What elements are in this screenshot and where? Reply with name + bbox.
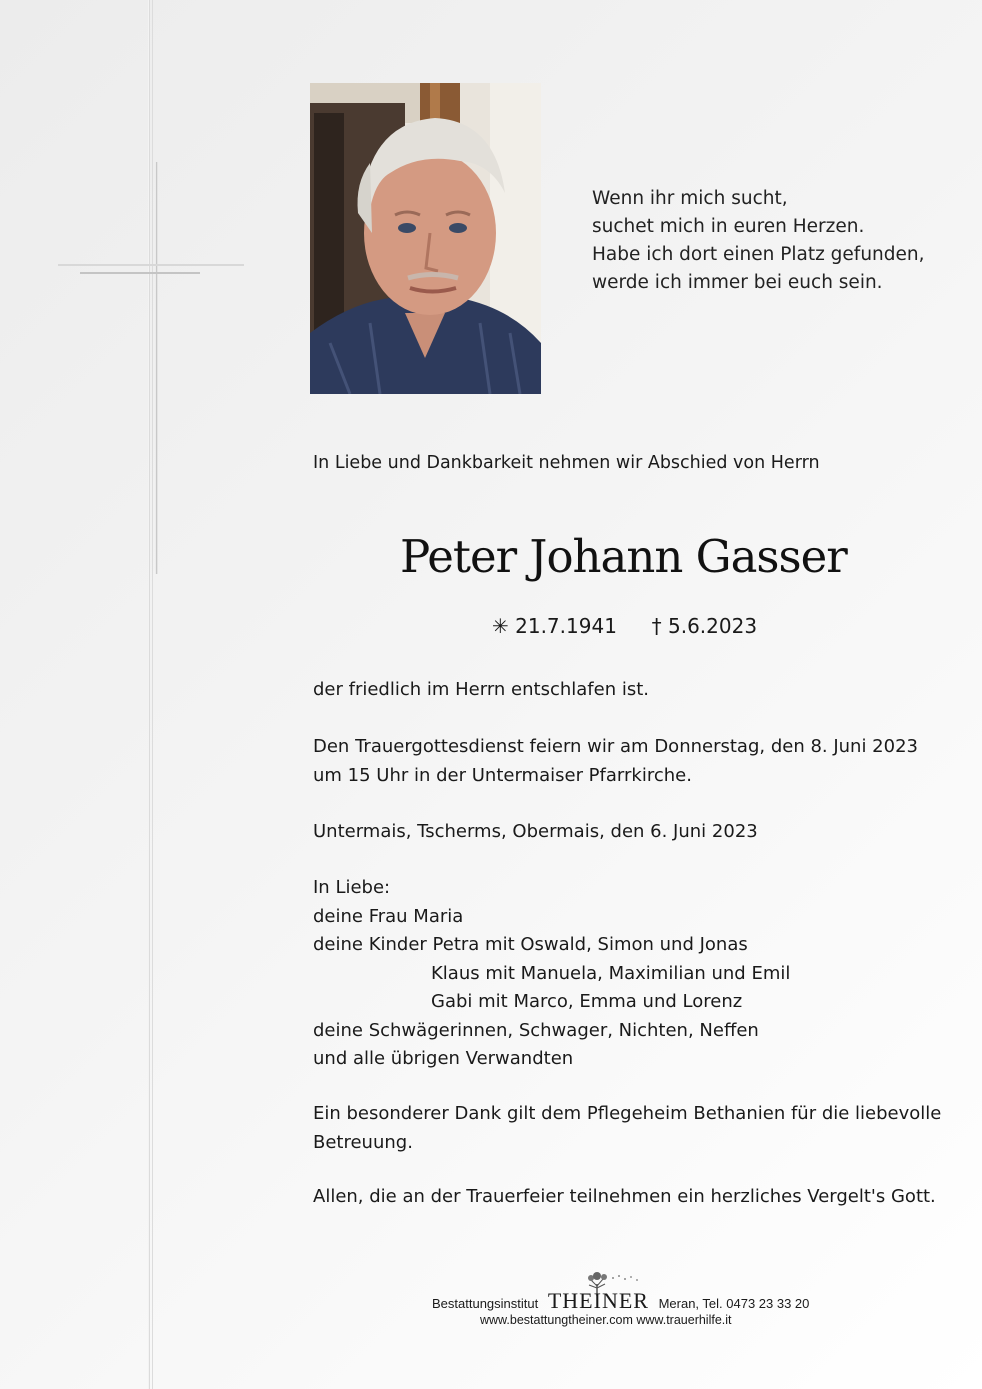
closing-line: Allen, die an der Trauerfeier teilnehmen ein herzliches Vergelt's Gott. [313, 1186, 936, 1207]
birth-star-icon: ✳ [492, 614, 509, 638]
thanks-line: Betreuung. [313, 1131, 413, 1153]
footer-contact-row [432, 1288, 809, 1314]
mourner-line: deine Frau Maria [313, 905, 464, 927]
memorial-quote [592, 185, 925, 297]
passed-line: der friedlich im Herrn entschlafen ist. [313, 679, 650, 700]
closing-text [313, 1183, 936, 1212]
mourners-list [313, 874, 790, 1074]
thanks-text [313, 1100, 941, 1157]
place-date-line: Untermais, Tscherms, Obermais, den 6. Juni 2023 [313, 821, 758, 842]
portrait-photo [310, 83, 541, 394]
birth-date: 21.7.1941 [515, 614, 617, 638]
place-date [313, 818, 758, 847]
service-line: um 15 Uhr in der Untermaiser Pfarrkirche. [313, 764, 692, 786]
mourner-line: Gabi mit Marco, Emma und Lorenz [431, 991, 743, 1012]
passed-text [313, 676, 649, 705]
death-cross-icon: † [651, 614, 662, 638]
thanks-line: Ein besonderer Dank gilt dem Pflegeheim Bethanien für die liebevolle [313, 1103, 942, 1124]
contact-info: Meran, Tel. 0473 23 33 20 [658, 1296, 810, 1311]
mourner-line: Klaus mit Manuela, Maximilian und Emil [431, 962, 791, 984]
quote-line: Habe ich dort einen Platz gefunden, [592, 244, 925, 265]
service-text [313, 733, 918, 790]
quote-line: werde ich immer bei euch sein. [592, 272, 883, 293]
institute-label: Bestattungsinstitut [432, 1296, 539, 1311]
mourners-title: In Liebe: [313, 877, 391, 898]
quote-line: Wenn ihr mich sucht, [592, 188, 788, 209]
cross-icon-horizontal [58, 264, 244, 274]
service-line: Den Trauergottesdienst feiern wir am Donnerstag, den 8. Juni 2023 [313, 736, 918, 757]
border-line [148, 0, 150, 1389]
mourner-line: und alle übrigen Verwandten [313, 1048, 574, 1069]
cross-icon-vertical [155, 162, 158, 574]
life-dates [492, 614, 757, 638]
footer-websites[interactable]: www.bestattungtheiner.com www.trauerhilfe.it [480, 1313, 732, 1327]
intro-text: In Liebe und Dankbarkeit nehmen wir Abschied von Herrn [313, 453, 820, 473]
deceased-name: Peter Johann Gasser [400, 530, 847, 583]
brand-logo: THEINER [547, 1288, 649, 1313]
quote-line: suchet mich in euren Herzen. [592, 216, 865, 237]
mourner-line: deine Schwägerinnen, Schwager, Nichten, Neffen [313, 1019, 759, 1041]
border-line-inner [152, 0, 153, 1389]
death-date: 5.6.2023 [668, 614, 758, 638]
mourner-line: deine Kinder Petra mit Oswald, Simon und Jonas [313, 934, 748, 955]
